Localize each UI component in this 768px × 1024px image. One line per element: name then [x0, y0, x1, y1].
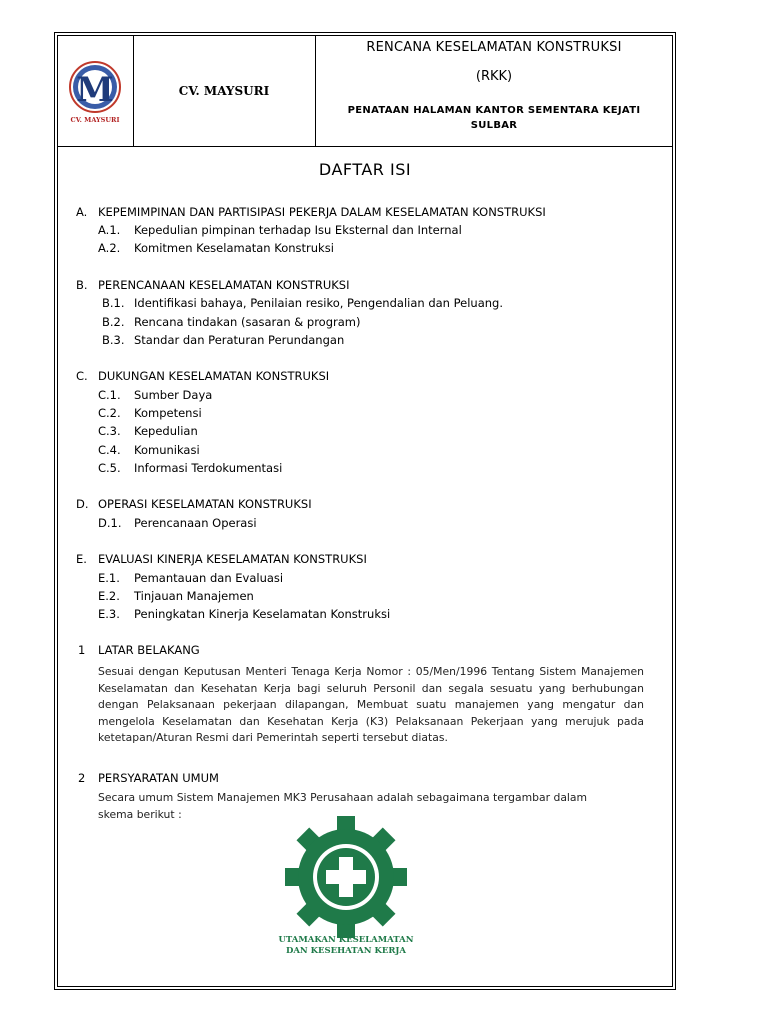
section-1-body: Sesuai dengan Keputusan Menteri Tenaga Kerja Nomor : 05/Men/1996 Tentang Sistem Manajemen Keselamatan dan Kesehatan Kerja bagi seluruh Personil dan segala sesuatu yang berhubungan dengan Pelaksanaan pekerjaan dilapangan, Membuat suatu manajemen yang mengatur dan mengelola Keselamatan dan Kesehatan Kerja (K3) Pelaksanaan Pekerjaan yang merujuk pada ketetapan/Aturan Resmi dari Pemerintah seperti tersebut diatas.: [98, 665, 644, 744]
k3-slogan-line-2: DAN KESEHATAN KERJA: [285, 946, 407, 956]
section-2-body: Secara umum Sistem Manajemen MK3 Perusahaan adalah sebagaimana tergambar dalam skema berikut :: [98, 791, 588, 821]
company-logo-cell: [57, 35, 134, 146]
toc-item-text: Kompetensi: [134, 406, 202, 420]
document-title: RENCANA KESELAMATAN KONSTRUKSI: [366, 40, 622, 55]
toc-section-label: E.: [76, 552, 87, 566]
toc-item-text: Perencanaan Operasi: [134, 516, 257, 530]
toc-item-num: A.1.: [98, 223, 121, 237]
company-logo: [57, 35, 133, 146]
toc-item-text: Informasi Terdokumentasi: [134, 461, 283, 475]
toc-item-num: B.1.: [102, 296, 125, 310]
toc-item-num: E.1.: [98, 571, 120, 585]
toc-item-num: B.3.: [102, 333, 125, 347]
section-title: LATAR BELAKANG: [98, 643, 200, 657]
toc-section-title: EVALUASI KINERJA KESELAMATAN KONSTRUKSI: [98, 552, 367, 566]
toc-item-num: C.4.: [98, 443, 121, 457]
document-header: [57, 35, 673, 147]
document-code: (RKK): [475, 69, 513, 84]
toc-item-num: E.2.: [98, 589, 120, 603]
toc-item-text: Tinjauan Manajemen: [134, 589, 254, 603]
toc-item-text: Kepedulian pimpinan terhadap Isu Eksternal dan Internal: [134, 223, 462, 237]
project-name: PENATAAN HALAMAN KANTOR SEMENTARA KEJATI SULBAR: [347, 105, 641, 131]
toc-section-title: PERENCANAAN KESELAMATAN KONSTRUKSI: [98, 278, 350, 292]
k3-slogan-line-1: UTAMAKAN KESELAMATAN: [278, 935, 414, 945]
toc-item-text: Identifikasi bahaya, Penilaian resiko, Pengendalian dan Peluang.: [134, 296, 503, 310]
toc-item-text: Kepedulian: [134, 424, 198, 438]
k3-slogan: [256, 935, 436, 957]
toc-section-title: OPERASI KESELAMATAN KONSTRUKSI: [98, 497, 312, 511]
toc-section-title: KEPEMIMPINAN DAN PARTISIPASI PEKERJA DALAM KESELAMATAN KONSTRUKSI: [98, 205, 546, 219]
toc-item-num: C.3.: [98, 424, 121, 438]
toc-section-title: DUKUNGAN KESELAMATAN KONSTRUKSI: [98, 369, 330, 383]
toc-item-num: C.2.: [98, 406, 121, 420]
toc-item-text: Peningkatan Kinerja Keselamatan Konstruksi: [134, 607, 391, 621]
toc-section-label: A.: [76, 205, 88, 219]
company-name: CV. MAYSURI: [133, 35, 316, 146]
toc-section-label: D.: [76, 497, 89, 511]
toc-section-label: C.: [76, 369, 88, 383]
toc-item-num: D.1.: [98, 516, 122, 530]
toc-item-text: Komunikasi: [134, 443, 200, 457]
logo-letter: M: [76, 70, 114, 110]
toc-item-num: A.2.: [98, 241, 121, 255]
toc-item-text: Pemantauan dan Evaluasi: [134, 571, 284, 585]
toc-section-label: B.: [76, 278, 88, 292]
toc-item-text: Sumber Daya: [134, 388, 213, 402]
toc-item-text: Rencana tindakan (sasaran & program): [134, 315, 361, 329]
toc-item-num: C.5.: [98, 461, 121, 475]
section-title: PERSYARATAN UMUM: [98, 771, 219, 785]
toc-item-text: Komitmen Keselamatan Konstruksi: [134, 241, 334, 255]
toc-item-num: E.3.: [98, 607, 120, 621]
section-number: 1: [78, 643, 86, 657]
toc-item-text: Standar dan Peraturan Perundangan: [134, 333, 345, 347]
toc-heading: DAFTAR ISI: [318, 160, 412, 179]
header-title-cell: [315, 35, 673, 146]
toc-item-num: B.2.: [102, 315, 125, 329]
logo-caption: CV. MAYSURI: [70, 116, 120, 124]
toc-item-num: C.1.: [98, 388, 121, 402]
k3-gear-cross-icon: [285, 816, 407, 938]
section-number: 2: [78, 771, 86, 785]
